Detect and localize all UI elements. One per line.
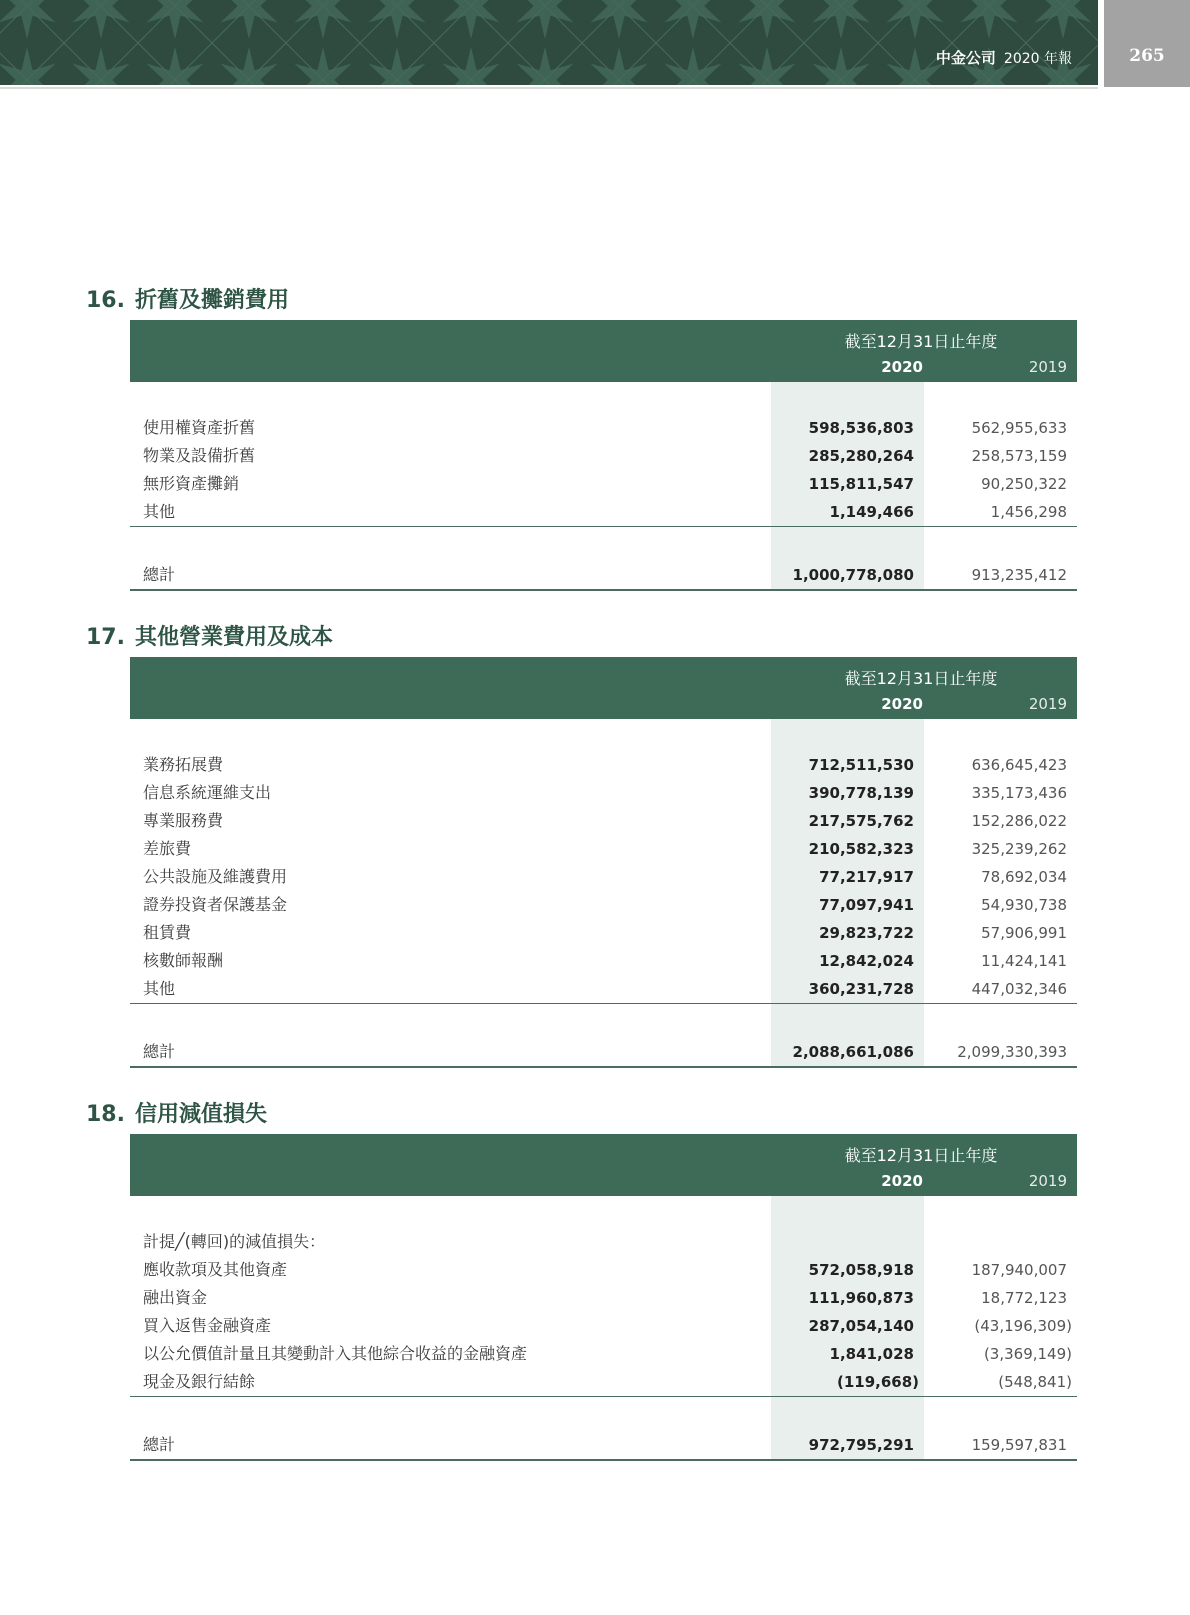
value-2020: 12,842,024 (819, 952, 914, 970)
table-row (130, 1284, 1077, 1312)
value-2020: 287,054,140 (808, 1317, 914, 1335)
table-header (130, 1134, 1077, 1196)
table-header (130, 657, 1077, 719)
value-2020: 598,536,803 (808, 419, 914, 437)
total-row (130, 1431, 1077, 1459)
value-2019: 152,286,022 (971, 812, 1067, 830)
table-row (130, 807, 1077, 835)
year-2020-header: 2020 (881, 1172, 923, 1190)
row-divider (130, 526, 1077, 527)
total-2020: 1,000,778,080 (792, 566, 914, 584)
row-label: 證券投資者保護基金 (143, 895, 288, 914)
company-name: 中金公司 (935, 49, 996, 67)
table-body (130, 1196, 1077, 1461)
row-label: 現金及銀行結餘 (143, 1372, 256, 1391)
year-2019-header: 2019 (1028, 695, 1067, 713)
value-2019: 90,250,322 (981, 475, 1067, 493)
table-row (130, 1368, 1077, 1396)
table-body (130, 719, 1077, 1068)
value-2019: 447,032,346 (971, 980, 1067, 998)
table-bottom-rule (130, 1066, 1077, 1068)
table-body (130, 382, 1077, 591)
value-2019: 57,906,991 (981, 924, 1067, 942)
value-2020: (119,668) (836, 1373, 919, 1391)
value-2019: 1,456,298 (990, 503, 1067, 521)
section-title-17 (86, 620, 333, 651)
value-2020: 1,841,028 (829, 1345, 914, 1363)
section-title-18 (86, 1097, 267, 1128)
table-operating-expenses (130, 657, 1077, 1068)
value-2019: 335,173,436 (971, 784, 1067, 802)
total-label: 總計 (143, 1435, 176, 1454)
table-row (130, 1340, 1077, 1368)
value-2019: 54,930,738 (981, 896, 1067, 914)
value-2019: 258,573,159 (971, 447, 1067, 465)
value-2019: 325,239,262 (971, 840, 1067, 858)
year-2020-header: 2020 (881, 358, 923, 376)
table-row (130, 1228, 1077, 1256)
period-label: 截至12月31日止年度 (844, 1146, 998, 1165)
table-credit-impairment (130, 1134, 1077, 1461)
period-label: 截至12月31日止年度 (844, 669, 998, 688)
value-2019: 187,940,007 (971, 1261, 1067, 1279)
row-label: 租賃費 (143, 923, 192, 942)
table-bottom-rule (130, 589, 1077, 591)
table-row (130, 779, 1077, 807)
total-label: 總計 (143, 1042, 176, 1061)
value-2020: 77,097,941 (819, 896, 914, 914)
table-row (130, 891, 1077, 919)
value-2020: 390,778,139 (808, 784, 914, 802)
row-label: 其他 (143, 979, 176, 998)
section-heading: 信用減值損失 (134, 1102, 267, 1127)
value-2020: 217,575,762 (808, 812, 914, 830)
value-2020: 111,960,873 (808, 1289, 914, 1307)
section-number: 17. (86, 625, 125, 650)
table-row (130, 1256, 1077, 1284)
table-row (130, 975, 1077, 1003)
value-2020: 210,582,323 (808, 840, 914, 858)
table-row (130, 751, 1077, 779)
row-label: 業務拓展費 (143, 755, 224, 774)
value-2019: 11,424,141 (981, 952, 1067, 970)
section-number: 18. (86, 1102, 125, 1127)
row-label: 買入返售金融資產 (143, 1316, 272, 1335)
row-label: 差旅費 (143, 839, 192, 858)
year-2020-header: 2020 (881, 695, 923, 713)
value-2020: 285,280,264 (808, 447, 914, 465)
value-2019: (3,369,149) (983, 1345, 1072, 1363)
value-2020: 1,149,466 (829, 503, 914, 521)
row-label: 使用權資產折舊 (143, 418, 256, 437)
year-2019-header: 2019 (1028, 1172, 1067, 1190)
period-label: 截至12月31日止年度 (844, 332, 998, 351)
header-divider (0, 87, 1098, 89)
report-year: 2020 年報 (1003, 51, 1072, 67)
total-row (130, 561, 1077, 589)
row-divider (130, 1003, 1077, 1004)
year-2019-header: 2019 (1028, 358, 1067, 376)
total-2019: 913,235,412 (971, 566, 1067, 584)
row-label: 核數師報酬 (143, 951, 224, 970)
total-row (130, 1038, 1077, 1066)
table-bottom-rule (130, 1459, 1077, 1461)
value-2020: 360,231,728 (808, 980, 914, 998)
table-header (130, 320, 1077, 382)
section-heading: 折舊及攤銷費用 (134, 288, 289, 313)
value-2020: 29,823,722 (819, 924, 914, 942)
table-row (130, 470, 1077, 498)
section-heading: 其他營業費用及成本 (134, 625, 333, 650)
total-label: 總計 (143, 565, 176, 584)
value-2020: 572,058,918 (808, 1261, 914, 1279)
table-row (130, 863, 1077, 891)
value-2019: 78,692,034 (981, 868, 1067, 886)
value-2019: 18,772,123 (981, 1289, 1067, 1307)
total-2020: 2,088,661,086 (792, 1043, 914, 1061)
report-title (936, 47, 1072, 68)
section-number: 16. (86, 288, 125, 313)
total-2019: 2,099,330,393 (957, 1043, 1067, 1061)
row-label: 信息系統運維支出 (143, 783, 272, 802)
row-label: 其他 (143, 502, 176, 521)
table-row (130, 1312, 1077, 1340)
page-number-box (1104, 0, 1190, 87)
value-2019: (43,196,309) (974, 1317, 1072, 1335)
value-2020: 77,217,917 (819, 868, 914, 886)
total-2019: 159,597,831 (971, 1436, 1067, 1454)
page-number: 265 (1129, 46, 1165, 66)
row-divider (130, 1396, 1077, 1397)
value-2020: 115,811,547 (808, 475, 914, 493)
value-2019: 636,645,423 (971, 756, 1067, 774)
row-label: 無形資產攤銷 (143, 474, 240, 493)
row-label: 應收款項及其他資產 (143, 1260, 288, 1279)
table-row (130, 414, 1077, 442)
table-row (130, 498, 1077, 526)
value-2019: 562,955,633 (971, 419, 1067, 437)
row-label: 計提╱(轉回)的減值損失： (143, 1232, 326, 1251)
table-row (130, 442, 1077, 470)
value-2019: (548,841) (998, 1373, 1072, 1391)
value-2020: 712,511,530 (808, 756, 914, 774)
row-label: 公共設施及維護費用 (143, 867, 288, 886)
table-row (130, 835, 1077, 863)
pattern-decoration (0, 0, 1098, 85)
table-row (130, 947, 1077, 975)
table-row (130, 919, 1077, 947)
table-depreciation (130, 320, 1077, 591)
total-2020: 972,795,291 (808, 1436, 914, 1454)
row-label: 以公允價值計量且其變動計入其他綜合收益的金融資產 (143, 1344, 528, 1363)
row-label: 專業服務費 (143, 811, 224, 830)
header-banner (0, 0, 1098, 85)
row-label: 融出資金 (143, 1288, 208, 1307)
row-label: 物業及設備折舊 (143, 446, 256, 465)
section-title-16 (86, 283, 289, 314)
